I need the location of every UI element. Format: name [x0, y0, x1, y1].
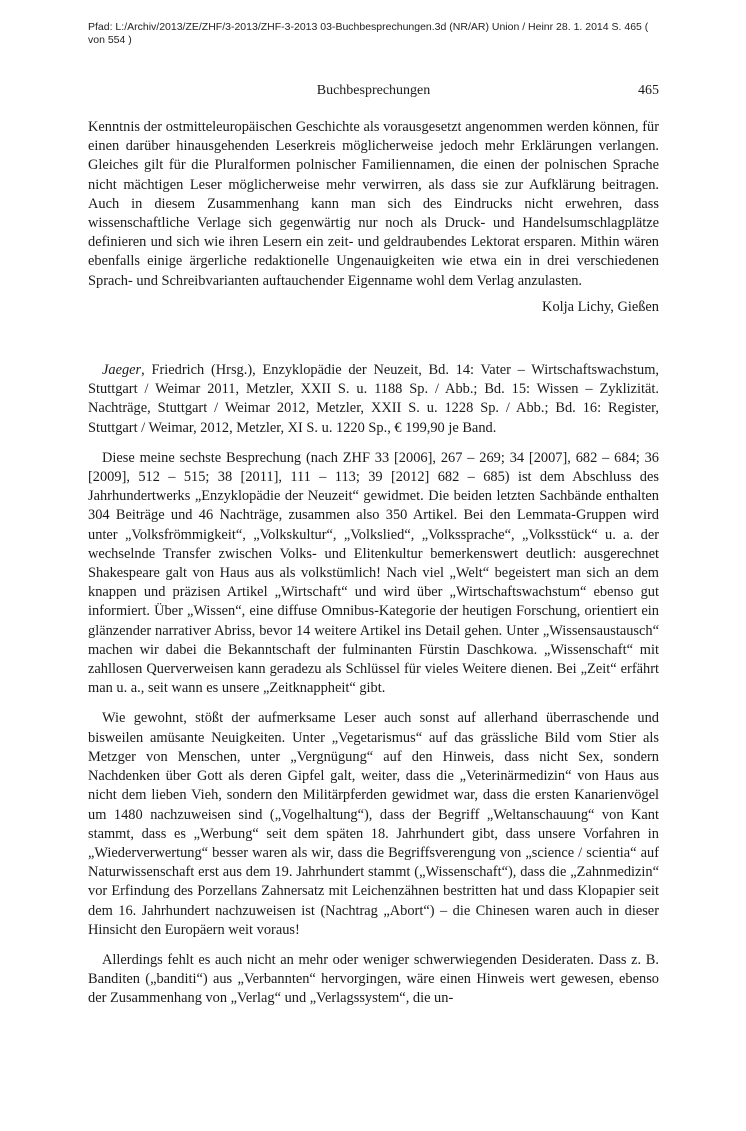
review-paragraph: Allerdings fehlt es auch nicht an mehr oder weniger schwerwiegenden Desideraten. Dass z. B. Banditen („banditi“) aus „Verbannten“ hervorgingen, wäre einen Hinweis wert gewesen, ebenso der Zusammenhang von „Verlag“ und „Verlagssystem“, die un- — [88, 951, 659, 1007]
citation-text: , Friedrich (Hrsg.), Enzyklopädie der Neuzeit, Bd. 14: Vater – Wirtschaftswachstum, Stuttgart / Weimar 2011, Metzler, XXII S. u. 1188 Sp. / Abb.; Bd. 15: Wissen – Zyklizität. Nachträge, Stuttgart / Weimar 2012, Metzler, XXII S. u. 1228 Sp. / Abb.; Bd. 16: Register, Stuttgart / Weimar, 2012, Metzler, XI S. u. 1220 Sp., € 199,90 je Band. — [88, 362, 659, 436]
section-title: Buchbesprechungen — [316, 83, 431, 98]
page-number: 465 — [638, 83, 659, 98]
review-paragraph: Diese meine sechste Besprechung (nach ZHF 33 [2006], 267 – 269; 34 [2007], 682 – 684; 36 [2009], 512 – 515; 38 [2011], 111 – 113; 39 [2012] 682 – 685) ist dem Abschluss des Jahrhundertwerks „Enzyklopädie der Neuzeit“ gewidmet. Die beiden letzten Sachbände enthalten 304 Beiträge und 46 Nachträge, zusammen also 350 Artikel. Bei den Lemmata-Gruppen wird unter „Volksfrömmigkeit“, „Volkskultur“, „Volkslied“, „Volkssprache“, „Volksstück“ u. a. der wechselnde Transfer zwischen Volks- und Elitenkultur bemerkenswert deutlich: ausgerechnet Shakespeare galt von Haus aus als volkstümlich! Nach viel „Welt“ begeistert man sich an dem knappen und präzisen Artikel „Wirtschaft“ und wird über „Wirtschaftswachstum“ ebenso gut informiert. Über „Wissen“, eine diffuse Omnibus-Kategorie der heutigen Forschung, orientiert ein glänzender narrativer Abriss, bevor 14 weitere Artikel ins Detail gehen. Unter „Wissensaustausch“ machen wir dabei die Bekanntschaft der fulminanten Fürstin Daschkowa. „Wissenschaft“ mit zahllosen Querverweisen kann geradezu als Schlüssel für vieles Weitere dienen. Bei „Zeit“ erfährt man u. a., seit wann es unsere „Zeitknappheit“ gibt. — [88, 449, 659, 697]
file-path-slug: Pfad: L:/Archiv/2013/ZE/ZHF/3-2013/ZHF-3-2013 03-Buchbesprechungen.3d (NR/AR) Union / Heinr 28. 1. 2014 S. 465 ( von 554 ) — [88, 21, 649, 46]
reviewer-signature: Kolja Lichy, Gießen — [542, 298, 659, 315]
review-paragraph: Wie gewohnt, stößt der aufmerksame Leser auch sonst auf allerhand überraschende und bisweilen amüsante Neuigkeiten. Unter „Vegetarismus“ auf das grässliche Bild vom Stier als Metzger von Menschen, unter „Vergnügung“ auf den Hinweis, dass nicht Sex, sondern Nachdenken über Gott als deren Gipfel galt, weiter, dass die „Veterinärmedizin“ von Haus aus nicht dem lieben Vieh, sondern den Militärpferden gewidmet war, dass die ersten Kanarienvögel um 1480 nachzuweisen sind („Vogelhaltung“), dass der Begriff „Weltanschauung“ von Kant stammt, dass es „Werbung“ seit dem späten 18. Jahrhundert gibt, dass unsere Vorfahren in „Wiederverwertung“ besser waren als wir, dass die Begriffsverengung von „science / scientia“ auf Naturwissenschaft erst aus dem 19. Jahrhundert stammt („Wissenschaft“), dass die „Zahnmedizin“ vor Erfindung des Porzellans Zahnersatz mit Leichenzähnen bestritten hat und dass Klopapier seit dem 16. Jahrhundert nachzuweisen ist (Nachtrag „Abort“) – die Chinesen waren auch in dieser Hinsicht den Europäern weit voraus! — [88, 710, 659, 938]
editor-lastname: Jaeger — [102, 362, 142, 379]
previous-review-paragraph: Kenntnis der ostmitteleuropäischen Geschichte als vorausgesetzt angenommen werden können, für einen darüber hinausgehenden Leserkreis möglicherweise jedoch mehr Erklärungen verlangen. Gleiches gilt für die Pluralformen polnischer Familiennamen, die einen der polnischen Sprache nicht mächtigen Leser möglicherweise mehr verwirren, als dass sie zur Aufklärung beitragen. Auch in diesem Zusammenhang kann man sich des Eindrucks nicht erwehren, dass wissenschaftliche Verlage sich gegenwärtig nur noch als Druck- und Handelsumschlagplätze definieren und sich wie ihren Lesern ein zeit- und geldraubendes Lektorat ersparen. Mithin wären ebenfalls einige ärgerliche redaktionelle Ungenauigkeiten wie etwa ein in drei verschiedenen Sprach- und Schreibvarianten auftauchender Eigenname wohl dem Verlag anzulasten. — [88, 119, 659, 289]
body-text — [88, 118, 659, 1009]
bibliographic-entry — [88, 361, 659, 438]
